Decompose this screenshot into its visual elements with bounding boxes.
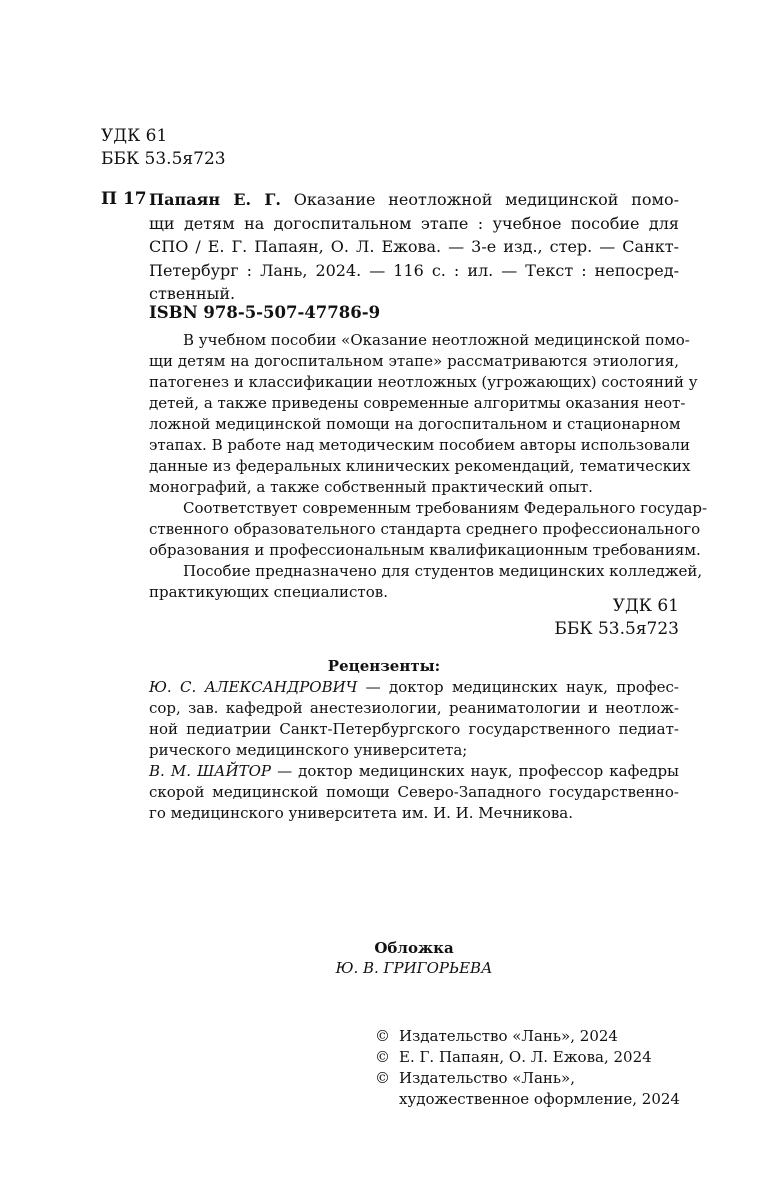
reviewer-line: го медицинского университета им. И. И. Мечникова.	[149, 804, 574, 822]
copyright-line: художественное оформление, 2024	[399, 1090, 680, 1108]
bbk-code: ББК 53.5я723	[554, 619, 679, 639]
cover-label: Обложка	[374, 939, 454, 957]
bibliographic-description	[149, 188, 679, 306]
abstract-line: ственного образовательного стандарта среднего профессионального	[149, 520, 701, 538]
bib-line: щи детям на догоспитальном этапе : учебное пособие для	[149, 213, 679, 233]
bib-line: Оказание неотложной медицинской помо-	[281, 190, 680, 209]
reviewers-heading: Рецензенты:	[327, 657, 441, 675]
copyright-row	[375, 1089, 680, 1110]
bib-author: Папаян Е. Г.	[149, 190, 281, 209]
abstract-line: В учебном пособии «Оказание неотложной медицинской помо-	[183, 331, 690, 349]
abstract-line: этапах. В работе над методическим пособием авторы использовали	[149, 436, 691, 454]
abstract-line: ложной медицинской помощи на догоспитальном и стационарном	[149, 415, 681, 433]
author-index: П 17	[101, 189, 147, 209]
bbk-code: ББК 53.5я723	[101, 149, 226, 169]
reviewer-line: скорой медицинской помощи Северо-Западного государственно-	[149, 783, 679, 801]
copyright-icon: ©	[375, 1069, 390, 1087]
abstract-line: практикующих специалистов.	[149, 583, 388, 601]
udk-code: УДК 61	[612, 596, 679, 616]
abstract-line: Пособие предназначено для студентов медицинских колледжей,	[183, 562, 703, 580]
copyright-row	[375, 1026, 680, 1047]
copyright-line: Издательство «Лань», 2024	[399, 1027, 618, 1045]
abstract-line: образования и профессиональным квалификационным требованиям.	[149, 541, 701, 559]
reviewer-line: сор, зав. кафедрой анестезиологии, реаниматологии и неотлож-	[149, 699, 679, 717]
bib-line: ственный.	[149, 284, 236, 303]
abstract-line: щи детям на догоспитальном этапе» рассматриваются этиология,	[149, 352, 679, 370]
abstract-line: патогенез и классификации неотложных (угрожающих) состояний у	[149, 373, 698, 391]
bib-line: Петербург : Лань, 2024. — 116 с. : ил. — Текст : непосред-	[149, 260, 679, 280]
cover-artist: Ю. В. ГРИГОРЬЕВА	[335, 959, 493, 977]
abstract-line: монографий, а также собственный практический опыт.	[149, 478, 593, 496]
reviewer-name: Ю. С. АЛЕКСАНДРОВИЧ	[149, 678, 358, 696]
bib-line: СПО / Е. Г. Папаян, О. Л. Ежова. — 3-е изд., стер. — Санкт-	[149, 237, 679, 256]
reviewer-line: — доктор медицинских наук, профессор кафедры	[271, 762, 679, 780]
udk-footer-block	[554, 595, 679, 641]
copyright-line: Издательство «Лань»,	[399, 1069, 576, 1087]
copyright-icon: ©	[375, 1027, 390, 1045]
copyright-block	[375, 1026, 680, 1110]
reviewer-line: рического медицинского университета;	[149, 741, 468, 759]
copyright-icon: ©	[375, 1048, 390, 1066]
reviewer-line: ной педиатрии Санкт-Петербургского государственного педиат-	[149, 720, 679, 738]
copyright-row	[375, 1047, 680, 1068]
abstract-line: данные из федеральных клинических рекомендаций, тематических	[149, 457, 691, 475]
copyright-row	[375, 1068, 680, 1089]
abstract-line: детей, а также приведены современные алгоритмы оказания неот-	[149, 394, 686, 412]
reviewers-list	[149, 677, 679, 824]
isbn: ISBN 978-5-507-47786-9	[149, 303, 381, 322]
cover-credit	[0, 938, 768, 978]
reviewer-name: В. М. ШАЙТОР	[149, 762, 272, 780]
udk-header-block	[101, 125, 226, 171]
copyright-line: Е. Г. Папаян, О. Л. Ежова, 2024	[399, 1048, 652, 1066]
reviewer-line: — доктор медицинских наук, профес-	[357, 678, 679, 696]
abstract-line: Соответствует современным требованиям Федерального государ-	[183, 499, 708, 517]
abstract	[149, 330, 708, 603]
udk-code: УДК 61	[101, 126, 168, 146]
